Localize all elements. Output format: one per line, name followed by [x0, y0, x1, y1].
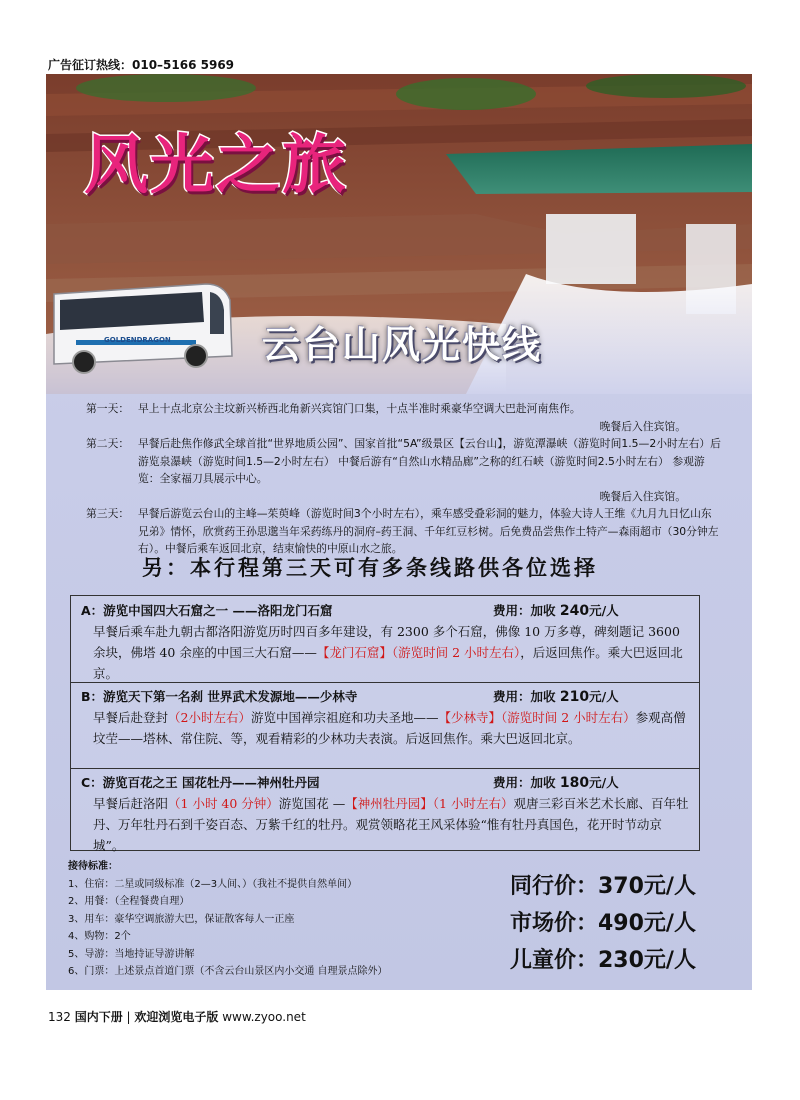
- option-a: [81, 600, 691, 684]
- highlight: （游览时间 2 小时左右）: [391, 645, 521, 660]
- bus-illustration: [54, 284, 232, 373]
- divider: [71, 682, 699, 683]
- market-price: 市场价：490元/人: [510, 911, 696, 936]
- highlight: 【龙门石窟】: [316, 645, 392, 660]
- highlight: 【神州牡丹园】: [345, 796, 433, 811]
- service-standards: [68, 858, 498, 981]
- section-name: 国内下册: [74, 1010, 123, 1024]
- website-link[interactable]: www.zyoo.net: [218, 1010, 306, 1024]
- page-number: 132: [48, 1010, 75, 1024]
- day-text: 早餐后游览云台山的主峰—茱萸峰（游览时间3个小时左右），乘车感受叠彩洞的魅力，体验大诗人王维《九月九日忆山东兄弟》情怀，欣赏药王孙思邈当年采药练丹的洞府–药王洞、千年红豆杉树。后免费品尝焦作土特产—森雨超市（30分钟左右）。中餐后乘车返回北京，结束愉快的中原山水之旅。: [138, 507, 719, 555]
- option-c-title: C：游览百花之王 国花牡丹——神州牡丹园: [81, 775, 320, 790]
- option-c-description: 早餐后赶洛阳（1 小时 40 分钟）游览国花 —【神州牡丹园】（1 小时左右）观唐三彩百米艺术长廊、百年牡丹、万年牡丹石到千姿百态、万紫千红的牡丹。观赏领略花王风采体验“惟有牡丹真国色，花开时节动京城”。: [93, 796, 689, 853]
- hero-image: [46, 74, 752, 394]
- option-a-fee: 费用：加收 240元/人: [493, 603, 619, 619]
- option-b-description: 早餐后赴登封（2小时左右）游览中国禅宗祖庭和功夫圣地——【少林寺】（游览时间 2 小时左右）参观高僧坟茔——塔林、常住院、等，观看精彩的少林功夫表演。后返回焦作。乘大巴返回北京。: [93, 710, 686, 746]
- child-price: 儿童价：230元/人: [510, 948, 696, 973]
- bus-brand-text: GOLDENDRAGON: [104, 336, 171, 344]
- price-list: [510, 868, 740, 979]
- standard-item: 3、用车：豪华空调旅游大巴，保证散客每人一正座: [68, 913, 295, 925]
- highlight: 【少林寺】: [438, 710, 502, 725]
- day-label: 第一天：: [86, 402, 130, 415]
- option-a-title: A：游览中国四大石窟之一 ——洛阳龙门石窟: [81, 603, 333, 618]
- hero-title: 风光之旅: [84, 128, 348, 203]
- option-b-fee: 费用：加收 210元/人: [493, 689, 619, 705]
- options-heading: 另：本行程第三天可有多条线路供各位选择: [142, 555, 598, 580]
- page-footer: 132 国内下册 | 欢迎浏览电子版 www.zyoo.net: [48, 1010, 306, 1024]
- option-b: [81, 686, 691, 749]
- standard-item: 1、住宿：二星或同级标准（2—3人间、）（我社不提供自然单间）: [68, 878, 358, 890]
- day-2-end: 晚餐后入住宾馆。: [599, 489, 686, 503]
- divider: [71, 768, 699, 769]
- day-text: 早上十点北京公主坟新兴桥西北角新兴宾馆门口集，十点半准时乘豪华空调大巴赴河南焦作。: [138, 402, 581, 415]
- option-c: [81, 772, 691, 856]
- peer-price: 同行价：370元/人: [510, 874, 696, 899]
- hotline: 广告征订热线：010–5166 5969: [48, 58, 235, 72]
- highlight: （游览时间 2 小时左右）: [501, 710, 636, 725]
- standard-item: 6、门票：上述景点首道门票（不含云台山景区内小交通 自理景点除外）: [68, 966, 388, 977]
- highlight: （1 小时 40 分钟）: [168, 796, 279, 811]
- standards-title: 接待标准：: [68, 861, 118, 872]
- options-box: [70, 595, 700, 851]
- itinerary-day-1: [86, 400, 722, 418]
- highlight: （1 小时左右）: [432, 796, 514, 811]
- option-b-title: B：游览天下第一名刹 世界武术发源地——少林寺: [81, 689, 358, 704]
- day-1-end: 晚餐后入住宾馆。: [599, 419, 686, 433]
- day-text: 早餐后赴焦作修武全球首批“世界地质公园”、国家首批“5A”级景区【云台山】，游览潭瀑峡（游览时间1.5—2小时左右）后游览泉瀑峡（游览时间1.5—2小时左右） 中餐后游有“自然山水精品廊”之称的红石峡（游览时间2.5小时左右） 参观游览：全家福刀具展示中心。: [138, 437, 721, 485]
- option-c-fee: 费用：加收 180元/人: [493, 775, 619, 791]
- itinerary-day-2: [86, 435, 722, 488]
- day-label: 第三天：: [86, 507, 130, 520]
- route-title: 云台山风光快线: [262, 323, 543, 367]
- standard-item: 2、用餐：（全程餐费自理）: [68, 896, 190, 907]
- option-a-description: 早餐后乘车赴九朝古都洛阳游览历时四百多年建设，有 2300 多个石窟，佛像 10 万多尊，碑刻题记 3600 余块，佛塔 40 余座的中国三大石窟——【龙门石窟】（游览时间 2 小时左右），后返回焦作。乘大巴返回北京。: [93, 624, 683, 681]
- day-label: 第二天：: [86, 437, 130, 450]
- welcome-text: 欢迎浏览电子版: [134, 1010, 219, 1024]
- standard-item: 4、购物：2个: [68, 931, 131, 942]
- standard-item: 5、导游：当地持证导游讲解: [68, 948, 195, 960]
- brochure-panel: [46, 74, 752, 990]
- highlight: （2小时左右）: [168, 710, 251, 725]
- itinerary-day-3: [86, 505, 722, 558]
- itinerary: [86, 400, 722, 558]
